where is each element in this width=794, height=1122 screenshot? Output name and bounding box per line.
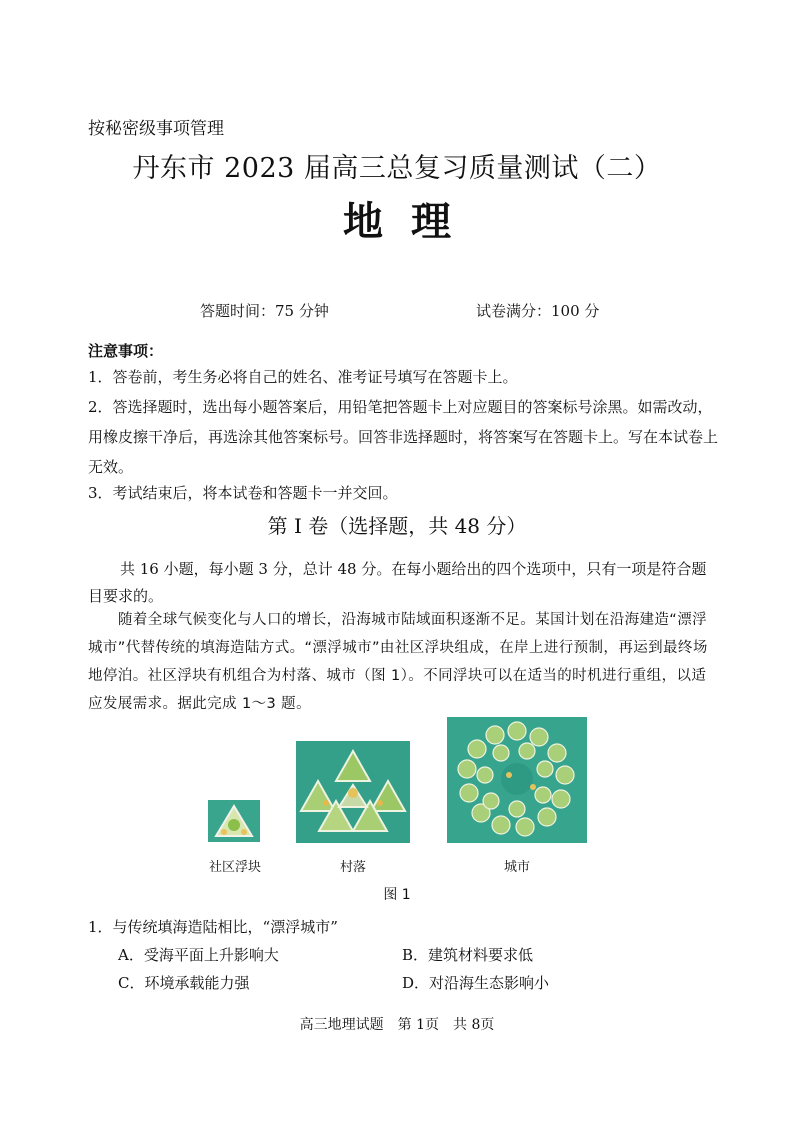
notice-item-2: 2．答选择题时，选出每小题答案后，用铅笔把答题卡上对应题目的答案标号涂黑。如需改动，用橡皮擦干净后，再选涂其他答案标号。回答非选择题时，将答案写在答题卡上。写在本试卷上无效。 — [88, 398, 719, 476]
village-image — [296, 741, 410, 843]
exam-title: 丹东市 2023 届高三总复习质量测试（二） — [132, 153, 662, 184]
section-title: 第 I 卷（选择题，共 48 分） — [267, 514, 527, 538]
notice-item-3: 3．考试结束后，将本试卷和答题卡一并交回。 — [88, 484, 398, 502]
secret-note: 按秘密级事项管理 — [88, 119, 224, 139]
page-footer: 高三地理试题 第 1页 共 8页 — [299, 1017, 495, 1033]
section-intro: 共 16 小题，每小题 3 分，总计 48 分。在每小题给出的四个选项中，只有一项是符合题目要求的。 — [88, 560, 707, 605]
notice-heading: 注意事项： — [88, 342, 164, 360]
notice-item-1: 1．答卷前，考生务必将自己的姓名、准考证号填写在答题卡上。 — [88, 368, 518, 386]
option-b: B．建筑材料要求低 — [402, 946, 534, 964]
caption-village: 村落 — [339, 860, 366, 875]
exam-score: 试卷满分：100 分 — [476, 302, 600, 320]
option-a: A．受海平面上升影响大 — [118, 946, 279, 964]
city-image — [447, 717, 587, 843]
exam-time: 答题时间：75 分钟 — [200, 302, 329, 320]
option-d: D．对沿海生态影响小 — [402, 974, 550, 992]
question-1-stem: 1．与传统填海造陆相比，“漂浮城市” — [88, 918, 338, 936]
caption-city: 城市 — [503, 860, 530, 875]
subject-title: 地理 — [343, 199, 479, 245]
question-material: 随着全球气候变化与人口的增长，沿海城市陆域面积逐渐不足。某国计划在沿海建造“漂浮城市”代替传统的填海造陆方式。“漂浮城市”由社区浮块组成，在岸上进行预制，再运到最终场地停泊。社区浮块有机组合为村落、城市（图 1）。不同浮块可以在适当的时机进行重组，以适应发展需求。据此完成 1～3 题。 — [88, 612, 708, 712]
option-c: C．环境承载能力强 — [118, 974, 250, 992]
caption-community-float: 社区浮块 — [208, 860, 261, 875]
figure-label: 图 1 — [383, 887, 411, 903]
community-float-image — [208, 800, 260, 842]
